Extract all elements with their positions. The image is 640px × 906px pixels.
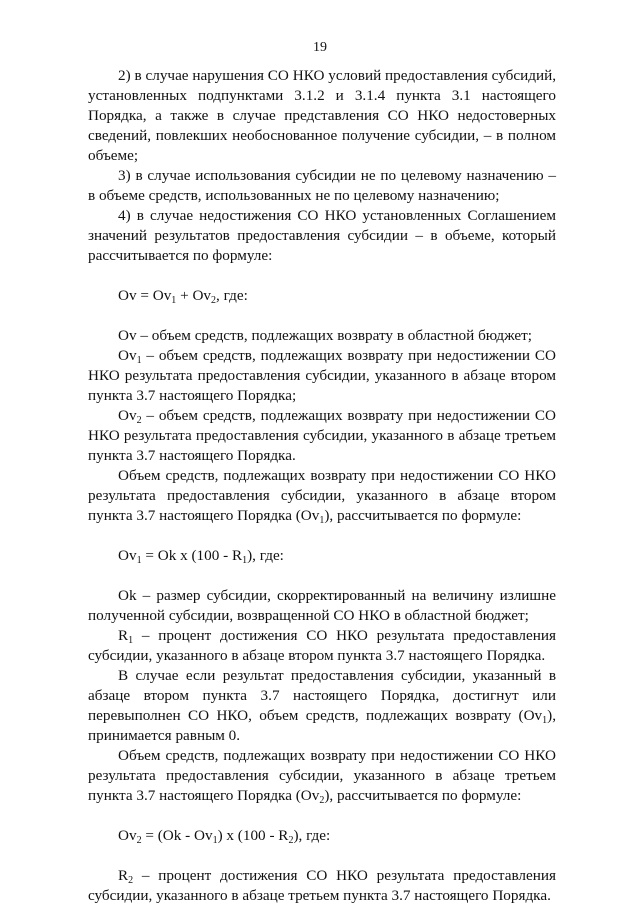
definition-r1: $R_1$ – процент достижения СО НКО результата предоставления субсидии, указанного в абзаце втором пункта 3.7 настоящего Порядка. (88, 627, 556, 664)
definition-ov1: $Ov_1$ – объем средств, подлежащих возврату при недостижении СО НКО результата предоставления субсидии, указанного в абзаце втором пункта 3.7 настоящего Порядка; (88, 347, 556, 404)
definition-ov2: $Ov_2$ – объем средств, подлежащих возврату при недостижении СО НКО результата предоставления субсидии, указанного в абзаце третьем пункта 3.7 настоящего Порядка. (88, 407, 556, 464)
definition-ok: Ok – размер субсидии, скорректированный на величину излишне полученной субсидии, возвращенной СО НКО в областной бюджет; (88, 587, 556, 624)
paragraph-ov1-calc: Объем средств, подлежащих возврату при недостижении СО НКО результата предоставления субсидии, указанного в абзаце втором пункта 3.7 настоящего Порядка $(Ov_1)$, рассчитывается по формуле: (88, 467, 556, 526)
definition-r2: $R_2$ – процент достижения СО НКО результата предоставления субсидии, указанного в абзаце третьем пункта 3.7 настоящего Порядка. (88, 867, 556, 904)
formula-ov: $Ov = Ov_1 + Ov_2$, где: (118, 287, 248, 306)
formula-ov1: $Ov_1 = Ok$ x $(100 - R_1)$, где: (118, 547, 284, 566)
formula-ov2: $Ov_2 = (Ok - Ov_1)$ x $(100 - R_2)$, где: (118, 827, 331, 846)
paragraph-item-4: 4) в случае недостижения СО НКО установленных Соглашением значений результатов предоставления субсидии – в объеме, который рассчитывается по формуле: (88, 207, 556, 264)
paragraph-item-3: 3) в случае использования субсидии не по целевому назначению – в объеме средств, использованных не по целевому назначению; (88, 167, 556, 204)
page-number: 19 (313, 40, 327, 55)
paragraph-exceeded-case: В случае если результат предоставления субсидии, указанный в абзаце втором пункта 3.7 настоящего Порядка, достигнут или перевыполнен СО НКО, объем средств, подлежащих возврату $(Ov_1)$, принимается равным 0. (88, 667, 556, 744)
paragraph-ov2-calc: Объем средств, подлежащих возврату при недостижении СО НКО результата предоставления субсидии, указанного в абзаце третьем пункта 3.7 настоящего Порядка $(Ov_2)$, рассчитывается по формуле: (88, 747, 556, 806)
definition-ov: Ov – объем средств, подлежащих возврату в областной бюджет; (118, 327, 532, 344)
paragraph-item-2: 2) в случае нарушения СО НКО условий предоставления субсидий, установленных подпунктами 3.1.2 и 3.1.4 пункта 3.1 настоящего Порядка, а также в случае представления СО НКО недостоверных сведений, повлекших необоснованное получение субсидии, – в полном объеме; (88, 67, 556, 164)
page-body (88, 66, 556, 906)
